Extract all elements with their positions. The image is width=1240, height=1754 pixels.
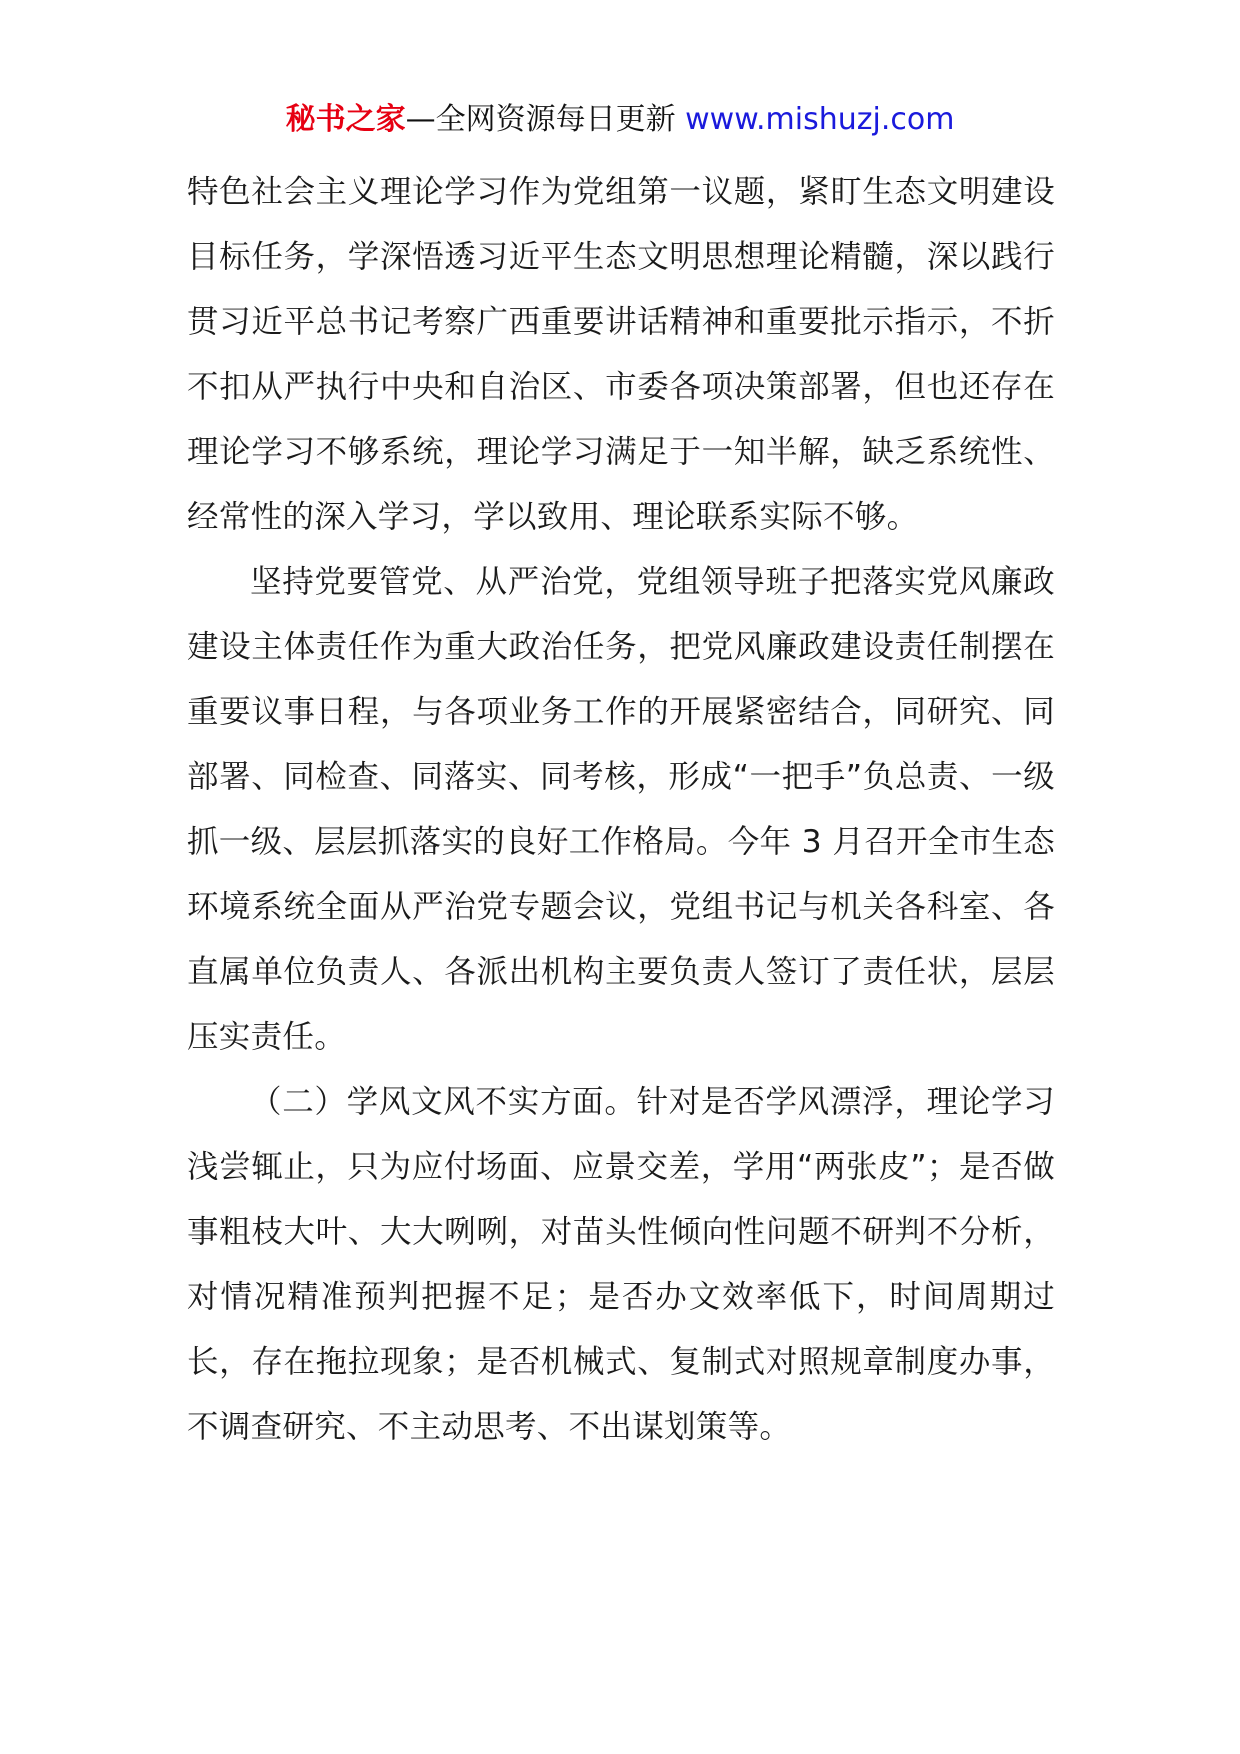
document-body — [187, 160, 1055, 1460]
paragraph-study-style: （二）学风文风不实方面。针对是否学风漂浮，理论学习浅尝辄止，只为应付场面、应景交差，学用“两张皮”；是否做事粗枝大叶、大大咧咧，对苗头性倾向性问题不研判不分析，对情况精准预判把握不足；是否办文效率低下，时间周期过长，存在拖拉现象；是否机械式、复制式对照规章制度办事，不调查研究、不主动思考、不出谋划策等。 — [187, 1084, 1055, 1445]
paragraph-continued: 特色社会主义理论学习作为党组第一议题，紧盯生态文明建设目标任务，学深悟透习近平生态文明思想理论精髓，深以践行贯习近平总书记考察广西重要讲话精神和重要批示指示，不折不扣从严执行中央和自治区、市委各项决策部署，但也还存在理论学习不够系统，理论学习满足于一知半解，缺乏系统性、经常性的深入学习，学以致用、理论联系实际不够。 — [187, 174, 1055, 535]
brand-name: 秘书之家 — [285, 102, 406, 137]
paragraph-party-discipline: 坚持党要管党、从严治党，党组领导班子把落实党风廉政建设主体责任作为重大政治任务，把党风廉政建设责任制摆在重要议事日程，与各项业务工作的开展紧密结合，同研究、同部署、同检查、同落实、同考核，形成“一把手”负总责、一级抓一级、层层抓落实的良好工作格局。今年 3 月召开全市生态环境系统全面从严治党专题会议，党组书记与机关各科室、各直属单位负责人、各派出机构主要负责人签订了责任状，层层压实责任。 — [187, 564, 1055, 1055]
header-tagline: —全网资源每日更新 — [405, 102, 676, 137]
site-header — [0, 100, 1240, 140]
site-url-link[interactable]: www.mishuzj.com — [685, 102, 955, 137]
